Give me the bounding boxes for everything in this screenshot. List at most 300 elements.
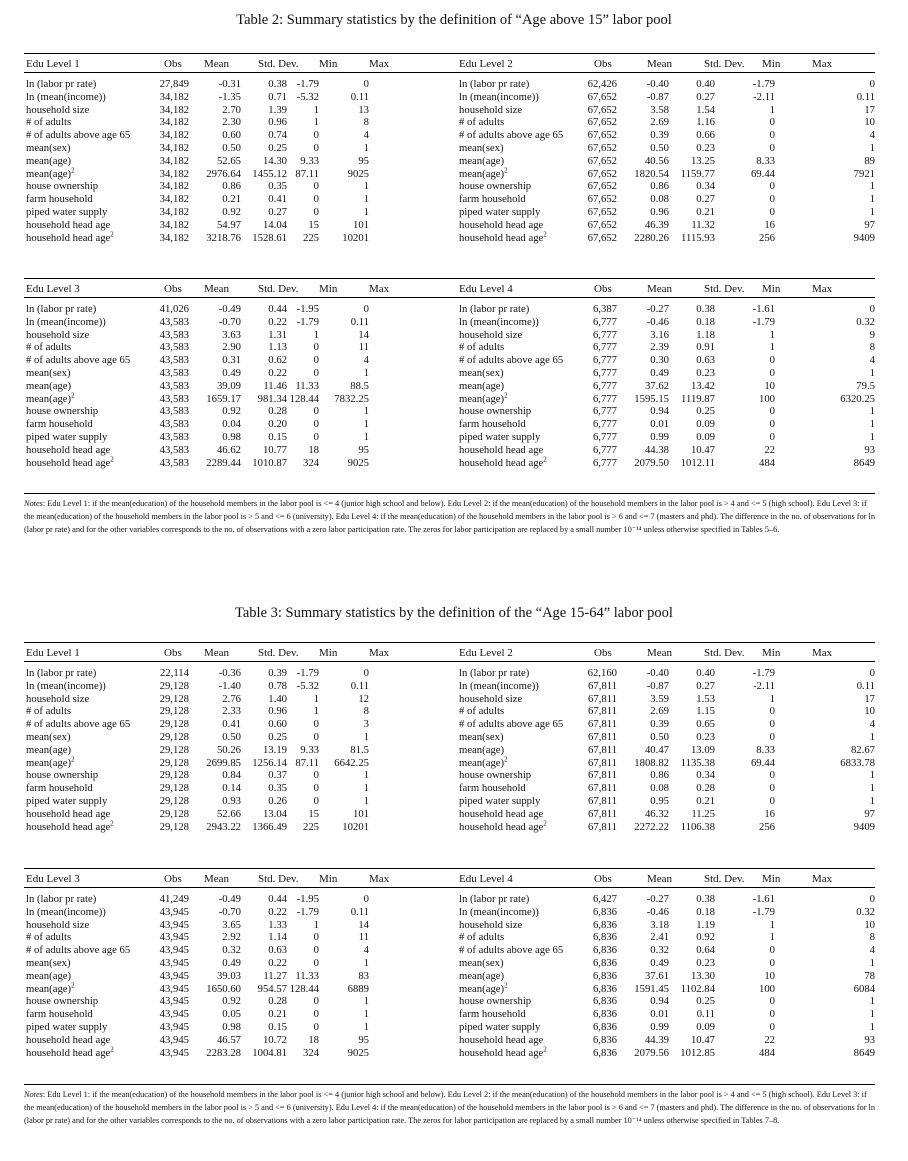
cell-min: 9.33 <box>300 743 319 756</box>
variable-label: ln (mean(income)) <box>459 315 539 328</box>
cell-sd: 13.19 <box>262 743 287 756</box>
cell-sd: 0.63 <box>696 354 715 367</box>
cell-mean: 40.56 <box>644 154 669 167</box>
cell-min: 324 <box>302 1046 319 1059</box>
notes-text: : Edu Level 1: if the mean(education) of the household members in the labor pool is <= 4 (junior high school and below). Edu Level 2: if the mean(education) of the household members in the labor pool is > 4 and <= 5 (high school). Edu Level 3: if the mean(education) of the household members in the labor pool is > 5 and <= 6 (university). Edu Level 4: if the mean(education) of the household members in the labor pool is > 6 and <= 7 (masters and phd). The difference in the no. of observations for ln (labor pr rate) and for the other variables corresponds to the no. of observations with a zero labor participation rate. The zeros for labor participation are replaced by a small number 10⁻¹⁴ unless otherwise specified in Tables 7–8. <box>24 1090 876 1126</box>
cell-max: 1 <box>363 794 369 807</box>
panel <box>24 868 457 1083</box>
table-row <box>457 104 875 117</box>
cell-mean: 0.84 <box>222 769 241 782</box>
variable-label: ln (labor pr rate) <box>459 893 530 905</box>
variable-label: mean(age)$^2$ <box>26 755 75 769</box>
cell-min: 0 <box>769 730 775 743</box>
cell-obs: 43,945 <box>159 905 189 918</box>
cell-mean: 3218.76 <box>206 231 241 244</box>
table-row <box>457 731 875 744</box>
variable-label: household head age$^2$ <box>26 1045 114 1059</box>
cell-min: 1 <box>313 116 319 129</box>
table-row <box>457 931 875 944</box>
table-row <box>24 893 457 906</box>
cell-max: 0.11 <box>856 679 875 692</box>
variable-label: mean(sex) <box>26 956 71 969</box>
cell-mean: 0.50 <box>222 730 241 743</box>
column-header-min: Min <box>319 58 338 70</box>
variable-label: piped water supply <box>26 430 108 443</box>
cell-min: 225 <box>302 231 319 244</box>
cell-mean: 2272.22 <box>634 820 669 833</box>
table-row <box>457 808 875 821</box>
cell-obs: 6,836 <box>592 956 617 969</box>
cell-sd: 1012.11 <box>680 456 715 469</box>
cell-min: 1 <box>313 692 319 705</box>
cell-obs: 29,128 <box>159 756 189 769</box>
column-header-mean: Mean <box>204 283 230 295</box>
cell-obs: 34,182 <box>159 205 189 218</box>
cell-sd: 0.27 <box>696 679 715 692</box>
cell-min: 0 <box>769 705 775 718</box>
cell-min: -1.79 <box>752 905 775 918</box>
cell-sd: 0.40 <box>696 667 715 679</box>
cell-sd: 0.28 <box>268 405 287 418</box>
cell-sd: 0.44 <box>268 893 287 905</box>
squared-superscript: 2 <box>71 166 75 175</box>
cell-mean: 0.92 <box>222 405 241 418</box>
table-row <box>24 303 457 316</box>
cell-mean: 39.09 <box>216 379 241 392</box>
squared-superscript: 2 <box>110 230 114 238</box>
table-row <box>24 155 457 168</box>
variable-label: farm household <box>459 193 526 206</box>
variable-label: household head age$^2$ <box>26 230 114 244</box>
table-row <box>457 769 875 782</box>
panel-header <box>24 868 457 888</box>
cell-min: 100 <box>758 392 775 405</box>
table-row <box>457 206 875 219</box>
cell-obs: 6,427 <box>592 893 617 905</box>
cell-max: 89 <box>864 154 875 167</box>
cell-obs: 43,945 <box>159 1033 189 1046</box>
table-row <box>457 444 875 457</box>
table-row <box>457 1047 875 1060</box>
cell-mean: 0.08 <box>650 193 669 206</box>
cell-min: 11.33 <box>295 969 319 982</box>
cell-obs: 43,945 <box>159 918 189 931</box>
cell-mean: 37.62 <box>644 379 669 392</box>
panel-rows <box>24 303 457 469</box>
cell-mean: 0.99 <box>650 430 669 443</box>
table-row <box>24 744 457 757</box>
cell-max: 6084 <box>853 982 875 995</box>
cell-min: 16 <box>764 807 775 820</box>
cell-min: 0 <box>313 1008 319 1021</box>
squared-superscript: 2 <box>71 391 75 400</box>
cell-sd: 0.38 <box>268 78 287 90</box>
table-row <box>24 232 457 245</box>
cell-max: 1 <box>869 1020 875 1033</box>
table-row <box>24 995 457 1008</box>
variable-label: mean(age) <box>26 154 72 167</box>
variable-label: piped water supply <box>459 205 541 218</box>
cell-obs: 27,849 <box>159 78 189 90</box>
cell-obs: 43,583 <box>159 366 189 379</box>
cell-min: 0 <box>313 769 319 782</box>
variable-label: household head age$^2$ <box>459 819 547 833</box>
column-header-mean: Mean <box>647 647 673 659</box>
cell-sd: 1.16 <box>696 116 715 129</box>
table-row <box>457 303 875 316</box>
edu-level-label: Edu Level 1 <box>26 647 80 659</box>
variable-label: household head age <box>459 218 544 231</box>
table-row <box>457 341 875 354</box>
variable-label: household head age <box>459 1033 544 1046</box>
cell-sd: 0.18 <box>696 315 715 328</box>
edu-level-label: Edu Level 3 <box>26 283 80 295</box>
cell-obs: 43,945 <box>159 982 189 995</box>
cell-min: 0 <box>769 205 775 218</box>
panel-header <box>24 278 457 298</box>
cell-max: 0 <box>869 78 875 90</box>
cell-min: 0 <box>769 141 775 154</box>
cell-max: 0 <box>363 667 369 679</box>
cell-obs: 67,811 <box>588 782 617 795</box>
variable-label: house ownership <box>459 180 532 193</box>
column-header-min: Min <box>762 873 781 885</box>
cell-min: 256 <box>758 231 775 244</box>
cell-min: 225 <box>302 820 319 833</box>
cell-mean: -0.87 <box>646 90 669 103</box>
cell-min: 87.11 <box>295 167 319 180</box>
table-row <box>24 821 457 834</box>
cell-min: 0 <box>769 794 775 807</box>
cell-min: 0 <box>769 418 775 431</box>
column-header-min: Min <box>762 647 781 659</box>
cell-obs: 6,777 <box>592 392 617 405</box>
table-row <box>457 142 875 155</box>
table-row <box>457 995 875 1008</box>
cell-min: 1 <box>769 328 775 341</box>
cell-max: 1 <box>869 995 875 1008</box>
cell-mean: 1659.17 <box>206 392 241 405</box>
column-header-obs: Obs <box>594 58 612 70</box>
column-header-mean: Mean <box>204 58 230 70</box>
variable-label: mean(sex) <box>26 366 71 379</box>
table-row <box>24 919 457 932</box>
table-row <box>24 944 457 957</box>
cell-mean: 2289.44 <box>206 456 241 469</box>
cell-sd: 0.15 <box>268 1020 287 1033</box>
variable-label: mean(sex) <box>459 141 504 154</box>
cell-max: 1 <box>869 769 875 782</box>
cell-obs: 29,128 <box>159 769 189 782</box>
cell-mean: 0.92 <box>222 205 241 218</box>
cell-obs: 29,128 <box>159 743 189 756</box>
cell-obs: 6,836 <box>592 1033 617 1046</box>
cell-mean: 0.86 <box>222 180 241 193</box>
variable-label: # of adults <box>459 705 505 718</box>
cell-max: 1 <box>869 405 875 418</box>
cell-obs: 67,811 <box>588 756 617 769</box>
cell-max: 14 <box>358 918 369 931</box>
cell-max: 93 <box>864 443 875 456</box>
cell-mean: 2.69 <box>650 116 669 129</box>
cell-max: 0 <box>363 893 369 905</box>
table-row <box>24 418 457 431</box>
cell-sd: 1.15 <box>696 705 715 718</box>
squared-superscript: 2 <box>504 981 508 990</box>
cell-min: -1.61 <box>752 893 775 905</box>
cell-max: 78 <box>864 969 875 982</box>
cell-obs: 6,836 <box>592 944 617 957</box>
edu-level-label: Edu Level 2 <box>459 58 513 70</box>
cell-max: 82.67 <box>850 743 875 756</box>
cell-obs: 6,777 <box>592 418 617 431</box>
column-header-obs: Obs <box>164 58 182 70</box>
cell-min: -1.79 <box>296 667 319 679</box>
cell-mean: 0.30 <box>650 354 669 367</box>
cell-mean: 0.98 <box>222 1020 241 1033</box>
variable-label: mean(age) <box>26 969 72 982</box>
cell-sd: 11.27 <box>263 969 287 982</box>
variable-label: ln (mean(income)) <box>459 90 539 103</box>
cell-mean: 0.49 <box>222 366 241 379</box>
cell-sd: 1.54 <box>696 103 715 116</box>
cell-max: 6889 <box>347 982 369 995</box>
cell-mean: 3.59 <box>650 692 669 705</box>
table-row <box>24 906 457 919</box>
table-row <box>457 393 875 406</box>
variable-label: # of adults <box>26 931 72 944</box>
cell-obs: 29,128 <box>159 730 189 743</box>
variable-label: household head age$^2$ <box>26 819 114 833</box>
cell-max: 1 <box>869 782 875 795</box>
squared-superscript: 2 <box>543 819 547 827</box>
cell-obs: 43,945 <box>159 956 189 969</box>
table-row <box>24 444 457 457</box>
cell-obs: 34,182 <box>159 231 189 244</box>
cell-mean: 40.47 <box>644 743 669 756</box>
cell-obs: 6,836 <box>592 905 617 918</box>
table-row <box>457 821 875 834</box>
cell-obs: 34,182 <box>159 167 189 180</box>
cell-mean: 0.98 <box>222 430 241 443</box>
cell-sd: 0.27 <box>696 193 715 206</box>
cell-obs: 43,583 <box>159 379 189 392</box>
cell-max: 88.5 <box>350 379 369 392</box>
cell-obs: 6,836 <box>592 1020 617 1033</box>
panel-header <box>457 642 875 662</box>
panel-rows <box>457 667 875 833</box>
panel-rows <box>24 78 457 244</box>
cell-sd: 10.77 <box>262 443 287 456</box>
cell-sd: 0.15 <box>268 430 287 443</box>
cell-max: 14 <box>358 328 369 341</box>
cell-max: 13 <box>358 103 369 116</box>
cell-obs: 6,777 <box>592 443 617 456</box>
cell-min: 1 <box>313 328 319 341</box>
cell-mean: 0.50 <box>650 141 669 154</box>
cell-max: 9409 <box>853 231 875 244</box>
variable-label: farm household <box>459 418 526 431</box>
variable-label: # of adults <box>459 931 505 944</box>
table-row <box>24 808 457 821</box>
column-header-mean: Mean <box>204 647 230 659</box>
column-header-sd: Std. Dev. <box>704 283 745 295</box>
cell-max: 83 <box>358 969 369 982</box>
variable-label: mean(sex) <box>26 730 71 743</box>
cell-min: 0 <box>313 354 319 367</box>
cell-sd: 0.25 <box>696 405 715 418</box>
column-header-max: Max <box>369 647 390 659</box>
edu-level-label: Edu Level 1 <box>26 58 80 70</box>
column-header-obs: Obs <box>164 283 182 295</box>
cell-obs: 67,652 <box>587 103 617 116</box>
table-row <box>457 457 875 470</box>
cell-max: 8649 <box>853 456 875 469</box>
cell-mean: -0.46 <box>646 315 669 328</box>
cell-sd: 0.23 <box>696 141 715 154</box>
cell-min: 0 <box>313 782 319 795</box>
table-row <box>24 705 457 718</box>
table-row <box>24 142 457 155</box>
cell-sd: 11.25 <box>691 807 715 820</box>
cell-min: 0 <box>313 129 319 142</box>
cell-mean: 3.63 <box>222 328 241 341</box>
table-row <box>457 316 875 329</box>
cell-max: 4 <box>869 944 875 957</box>
cell-min: 484 <box>758 456 775 469</box>
cell-max: 9025 <box>347 1046 369 1059</box>
cell-obs: 67,811 <box>588 679 617 692</box>
cell-min: 1 <box>769 918 775 931</box>
cell-min: 10 <box>764 379 775 392</box>
table-row <box>457 116 875 129</box>
cell-mean: 54.97 <box>216 218 241 231</box>
cell-sd: 13.30 <box>690 969 715 982</box>
variable-label: household head age <box>26 1033 111 1046</box>
cell-sd: 1455.12 <box>252 167 287 180</box>
column-header-sd: Std. Dev. <box>258 873 299 885</box>
table-row <box>457 718 875 731</box>
cell-max: 1 <box>363 141 369 154</box>
cell-mean: 0.86 <box>650 180 669 193</box>
cell-sd: 0.09 <box>696 430 715 443</box>
cell-mean: 0.01 <box>650 418 669 431</box>
cell-max: 10201 <box>342 820 369 833</box>
column-header-min: Min <box>319 873 338 885</box>
cell-sd: 0.38 <box>696 303 715 315</box>
column-header-mean: Mean <box>647 58 673 70</box>
cell-mean: 2.39 <box>650 341 669 354</box>
variable-label: piped water supply <box>26 794 108 807</box>
cell-max: 17 <box>864 692 875 705</box>
variable-label: # of adults <box>26 341 72 354</box>
cell-min: 0 <box>769 956 775 969</box>
cell-sd: 0.28 <box>268 995 287 1008</box>
cell-max: 1 <box>363 769 369 782</box>
cell-min: 8.33 <box>756 743 775 756</box>
cell-min: 69.44 <box>750 167 775 180</box>
cell-obs: 6,777 <box>592 328 617 341</box>
cell-mean: 0.49 <box>650 956 669 969</box>
table-row <box>24 957 457 970</box>
variable-label: household size <box>459 918 523 931</box>
variable-label: ln (mean(income)) <box>26 90 106 103</box>
cell-mean: 3.18 <box>650 918 669 931</box>
table-row <box>24 206 457 219</box>
variable-label: household head age$^2$ <box>459 455 547 469</box>
cell-min: -5.32 <box>296 90 319 103</box>
cell-mean: 50.26 <box>216 743 241 756</box>
cell-obs: 6,777 <box>592 315 617 328</box>
cell-max: 101 <box>352 807 369 820</box>
cell-mean: 0.32 <box>222 944 241 957</box>
variable-label: ln (mean(income)) <box>26 905 106 918</box>
cell-obs: 41,249 <box>159 893 189 905</box>
table-2-title: Table 2: Summary statistics by the definition of “Age above 15” labor pool <box>236 12 672 28</box>
cell-max: 1 <box>363 782 369 795</box>
variable-label: household head age$^2$ <box>26 455 114 469</box>
cell-sd: 0.92 <box>696 931 715 944</box>
cell-max: 1 <box>363 995 369 1008</box>
cell-obs: 29,128 <box>159 794 189 807</box>
cell-obs: 67,811 <box>588 820 617 833</box>
cell-min: 11.33 <box>295 379 319 392</box>
cell-obs: 43,583 <box>159 418 189 431</box>
table-row <box>24 431 457 444</box>
table-row <box>24 757 457 770</box>
variable-label: # of adults above age 65 <box>26 354 131 367</box>
cell-obs: 43,583 <box>159 405 189 418</box>
cell-min: 15 <box>308 218 319 231</box>
cell-min: 0 <box>769 769 775 782</box>
cell-obs: 6,836 <box>592 1046 617 1059</box>
cell-max: 1 <box>869 418 875 431</box>
variable-label: mean(age) <box>459 969 505 982</box>
cell-sd: 0.64 <box>696 944 715 957</box>
cell-obs: 22,114 <box>160 667 189 679</box>
cell-max: 4 <box>363 129 369 142</box>
cell-sd: 0.25 <box>696 995 715 1008</box>
cell-mean: 46.32 <box>644 807 669 820</box>
cell-max: 11 <box>358 931 369 944</box>
cell-max: 4 <box>869 129 875 142</box>
variable-label: ln (mean(income)) <box>26 315 106 328</box>
table-row <box>457 1021 875 1034</box>
cell-obs: 34,182 <box>159 218 189 231</box>
cell-max: 97 <box>864 218 875 231</box>
edu-level-label: Edu Level 4 <box>459 283 513 295</box>
table-row <box>457 944 875 957</box>
cell-min: 128.44 <box>289 982 319 995</box>
cell-mean: 0.21 <box>222 193 241 206</box>
column-header-max: Max <box>812 647 833 659</box>
cell-obs: 34,182 <box>159 129 189 142</box>
table-row <box>457 168 875 181</box>
cell-min: 0 <box>769 405 775 418</box>
variable-label: household head age <box>26 443 111 456</box>
variable-label: mean(age)$^2$ <box>459 391 508 405</box>
cell-min: 0 <box>313 1020 319 1033</box>
column-header-sd: Std. Dev. <box>258 647 299 659</box>
cell-obs: 34,182 <box>159 103 189 116</box>
cell-mean: 0.95 <box>650 794 669 807</box>
cell-max: 6320.25 <box>840 392 875 405</box>
cell-max: 8 <box>363 705 369 718</box>
cell-min: 87.11 <box>295 756 319 769</box>
variable-label: # of adults above age 65 <box>26 129 131 142</box>
cell-mean: 1595.15 <box>634 392 669 405</box>
cell-max: 1 <box>869 730 875 743</box>
